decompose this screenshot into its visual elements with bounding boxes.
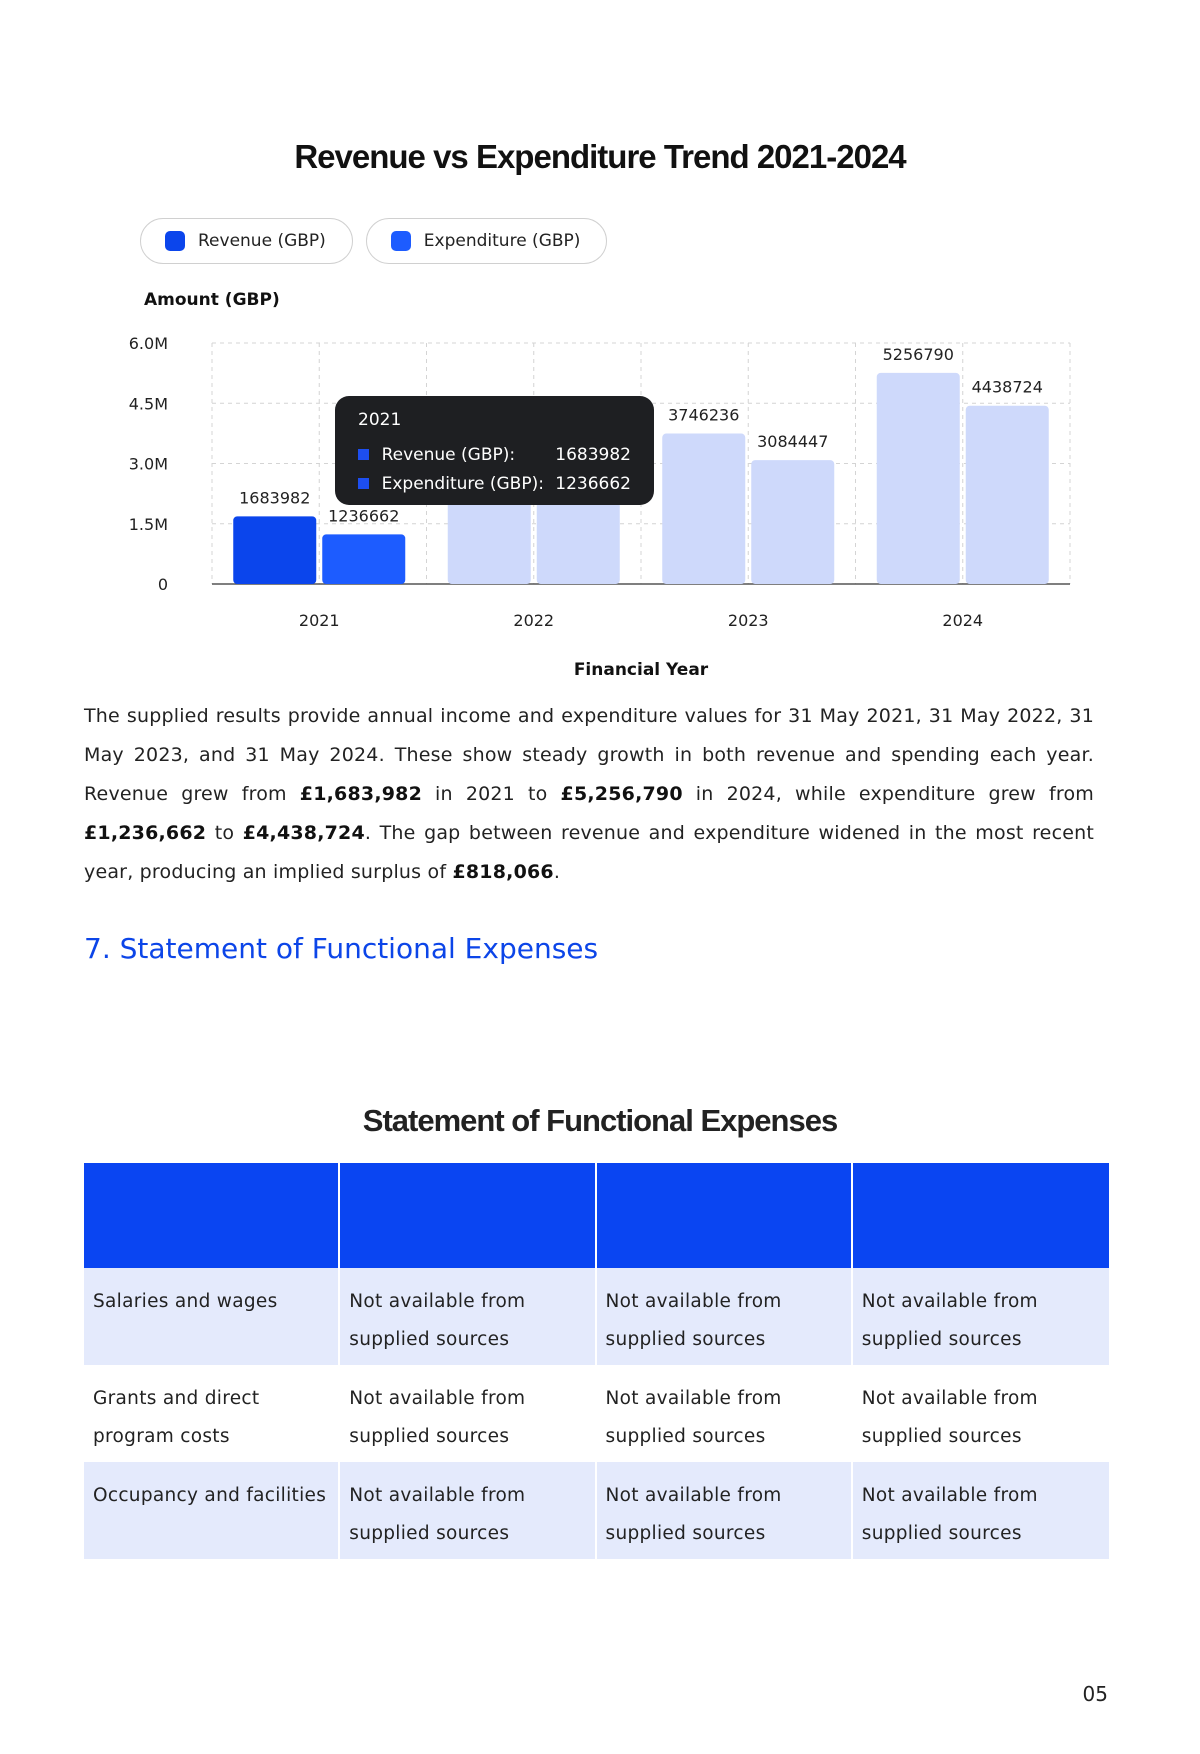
tooltip-swatch-revenue	[358, 449, 369, 460]
x-tick-label: 2021	[298, 611, 340, 630]
tooltip-row-expenditure	[358, 469, 631, 498]
data-label: 5256790	[882, 344, 954, 364]
table-cell: Not available from supplied sources	[597, 1365, 853, 1462]
summary-paragraph	[84, 697, 1094, 892]
tooltip-title: 2021	[358, 410, 402, 430]
data-label: 1683982	[239, 488, 311, 508]
row-label: Salaries and wages	[84, 1268, 340, 1365]
bar-expenditure-2023	[751, 460, 834, 584]
paragraph-text: . The gap between revenue and expenditure widened in the most recent year, producing an implied surplus of	[84, 822, 1094, 883]
table-cell: Not available from supplied sources	[340, 1268, 596, 1365]
bar-expenditure-2022	[537, 502, 620, 584]
paragraph-bold-value: £5,256,790	[560, 783, 683, 805]
table-cell: Not available from supplied sources	[340, 1365, 596, 1462]
table-header-cell	[84, 1163, 340, 1268]
chart-title: Revenue vs Expenditure Trend 2021-2024	[294, 138, 906, 175]
paragraph-bold-value: £1,683,982	[299, 783, 422, 805]
tooltip-value-expenditure: 1236662	[555, 473, 631, 494]
table-cell: Not available from supplied sources	[340, 1462, 596, 1559]
data-label: 4438724	[971, 377, 1043, 397]
paragraph-bold-value: £1,236,662	[84, 822, 207, 844]
paragraph-text: to	[206, 822, 243, 844]
functional-expenses-table	[84, 1163, 1109, 1559]
table-title: Statement of Functional Expenses	[362, 1103, 838, 1138]
bar-revenue-2024	[877, 373, 960, 584]
table-header-cell	[340, 1163, 596, 1268]
paragraph-text: .	[553, 861, 561, 883]
table-cell: Not available from supplied sources	[853, 1365, 1109, 1462]
table-header-cell	[597, 1163, 853, 1268]
data-label: 1236662	[328, 506, 400, 526]
paragraph-text: The supplied results provide annual income and expenditure values for 31 May 2021, 31 May 2022, 31 May 2023, and 31 May 2024. These show steady growth in both revenue and spending each year. Revenue grew from	[84, 705, 1094, 805]
y-axis-label: Amount (GBP)	[144, 290, 280, 310]
data-label: 3746236	[668, 405, 740, 425]
table-cell: Not available from supplied sources	[853, 1462, 1109, 1559]
bar-expenditure-2021	[322, 534, 405, 584]
y-tick-label: 4.5M	[128, 394, 168, 414]
row-label: Grants and direct program costs	[84, 1365, 340, 1462]
y-tick-label: 1.5M	[128, 514, 168, 534]
tooltip-row-revenue	[358, 440, 631, 469]
table-cell: Not available from supplied sources	[597, 1462, 853, 1559]
table-cell: Not available from supplied sources	[597, 1268, 853, 1365]
tooltip-label-revenue: Revenue (GBP):	[381, 444, 516, 465]
paragraph-text: in 2024, while expenditure grew from	[682, 783, 1094, 805]
y-tick-label: 3.0M	[128, 454, 168, 474]
legend-label-revenue: Revenue (GBP)	[198, 231, 326, 251]
table-cell: Not available from supplied sources	[853, 1268, 1109, 1365]
x-tick-label: 2022	[513, 611, 555, 630]
table-row	[84, 1462, 1109, 1559]
paragraph-text: in 2021 to	[422, 783, 561, 805]
table-header-row	[84, 1163, 1109, 1268]
bar-revenue-2023	[662, 434, 745, 584]
y-tick-label: 6.0M	[128, 334, 168, 353]
table-row	[84, 1365, 1109, 1462]
bar-chart	[0, 0, 1200, 700]
y-tick-label: 0	[157, 575, 168, 594]
paragraph-bold-value: £818,066	[452, 861, 554, 883]
table-header-cell	[853, 1163, 1109, 1268]
tooltip-swatch-expenditure	[358, 478, 369, 489]
bar-expenditure-2024	[966, 406, 1049, 584]
table-row	[84, 1268, 1109, 1365]
x-tick-label: 2024	[942, 611, 984, 630]
tooltip-value-revenue: 1683982	[555, 444, 631, 465]
x-axis-label: Financial Year	[573, 660, 709, 680]
legend-label-expenditure: Expenditure (GBP)	[423, 231, 581, 251]
section-heading: 7. Statement of Functional Expenses	[84, 932, 599, 965]
row-label: Occupancy and facilities	[84, 1462, 340, 1559]
page-number: 05	[1082, 1682, 1108, 1706]
paragraph-bold-value: £4,438,724	[242, 822, 365, 844]
x-tick-label: 2023	[727, 611, 769, 630]
data-label: 3084447	[757, 432, 829, 452]
chart-tooltip	[335, 396, 654, 505]
tooltip-label-expenditure: Expenditure (GBP):	[381, 473, 544, 494]
bar-revenue-2021	[233, 516, 316, 584]
